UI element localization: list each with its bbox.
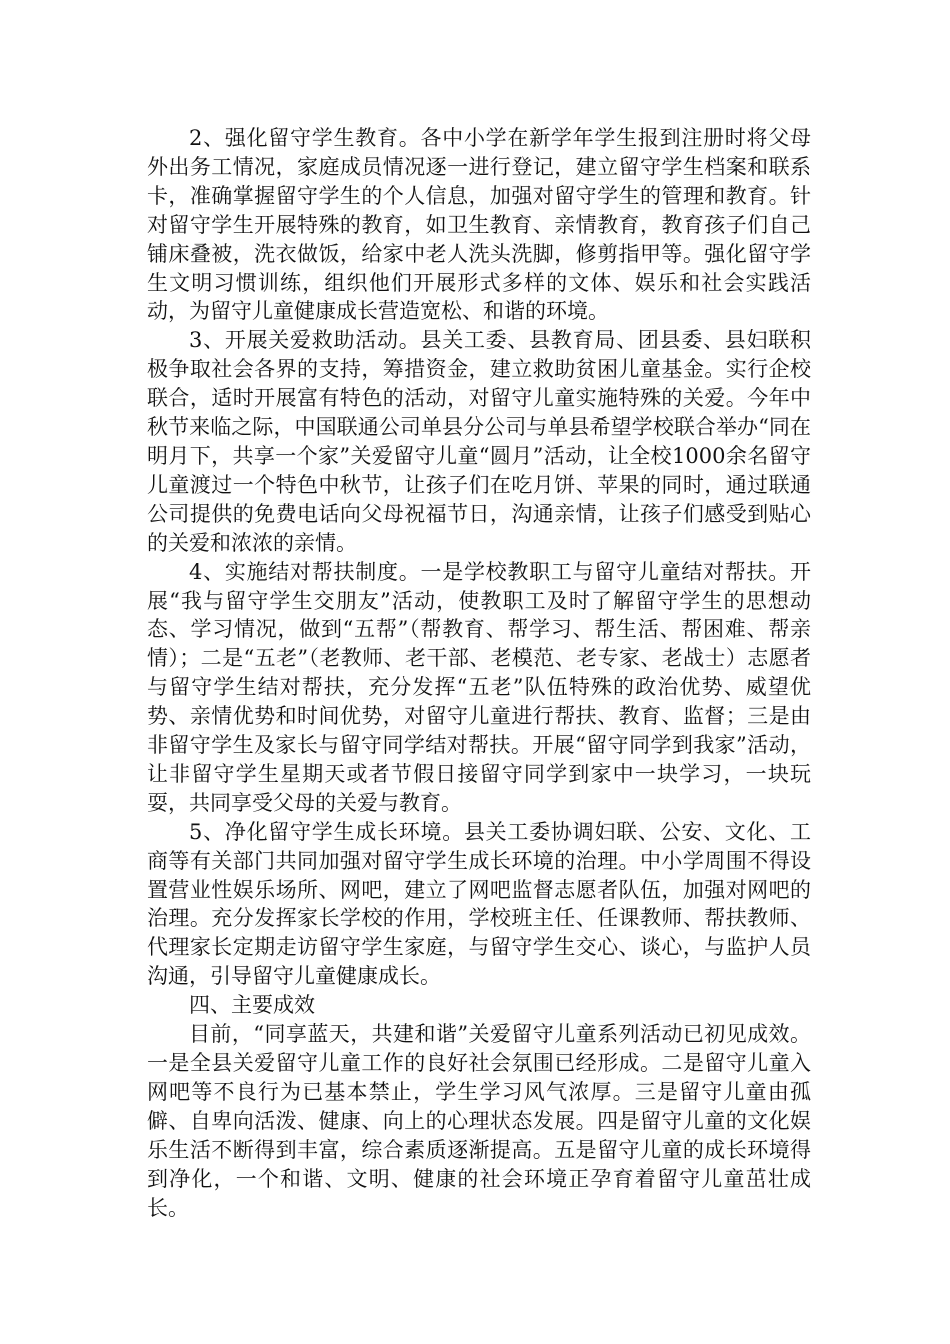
paragraph-purify-environment: 5、净化留守学生成长环境。县关工委协调妇联、公安、文化、工商等有关部门共同加强对留守学生成长环境的治理。中小学周围不得设置营业性娱乐场所、网吧，建立了网吧监督志愿者队伍，加强对网吧的治理。充分发挥家长学校的作用，学校班主任、任课教师、帮扶教师、代理家长定期走访留守学生家庭，与留守学生交心、谈心，与监护人员沟通，引导留守儿童健康成长。 [147,819,811,989]
paragraph-results-summary: 目前，“同享蓝天，共建和谐”关爱留守儿童系列活动已初见成效。一是全县关爱留守儿童工作的良好社会氛围已经形成。二是留守儿童入网吧等不良行为已基本禁止，学生学习风气浓厚。三是留守儿童由孤僻、自卑向活泼、健康、向上的心理状态发展。四是留守儿童的文化娱乐生活不断得到丰富，综合素质逐渐提高。五是留守儿童的成长环境得到净化，一个和谐、文明、健康的社会环境正孕育着留守儿童茁壮成长。 [147,1022,811,1220]
paragraph-care-assistance: 3、开展关爱救助活动。县关工委、县教育局、团县委、县妇联积极争取社会各界的支持，筹措资金，建立救助贫困儿童基金。实行企校联合，适时开展富有特色的活动，对留守儿童实施特殊的关爱。今年中秋节来临之际，中国联通公司单县分公司与单县希望学校联合举办“同在明月下，共享一个家”关爱留守儿童“圆月”活动，让全校1000余名留守儿童渡过一个特色中秋节，让孩子们在吃月饼、苹果的同时，通过联通公司提供的免费电话向父母祝福节日，沟通亲情，让孩子们感受到贴心的关爱和浓浓的亲情。 [147,328,811,555]
section-heading-main-results: 四、主要成效 [189,993,315,1018]
paragraph-pairing-support: 4、实施结对帮扶制度。一是学校教职工与留守儿童结对帮扶。开展“我与留守学生交朋友”活动，使教职工及时了解留守学生的思想动态、学习情况，做到“五帮”（帮教育、帮学习、帮生活、帮困难、帮亲情）；二是“五老”（老教师、老干部、老模范、老专家、老战士）志愿者与留守学生结对帮扶，充分发挥“五老”队伍特殊的政治优势、威望优势、亲情优势和时间优势，对留守儿童进行帮扶、教育、监督；三是由非留守学生及家长与留守同学结对帮扶。开展“留守同学到我家”活动，让非留守学生星期天或者节假日接留守同学到家中一块学习，一块玩耍，共同享受父母的关爱与教育。 [147,559,811,815]
paragraph-strengthen-education: 2、强化留守学生教育。各中小学在新学年学生报到注册时将父母外出务工情况，家庭成员情况逐一进行登记，建立留守学生档案和联系卡，准确掌握留守学生的个人信息，加强对留守学生的管理和教育。针对留守学生开展特殊的教育，如卫生教育、亲情教育，教育孩子们自己铺床叠被，洗衣做饭，给家中老人洗头洗脚，修剪指甲等。强化留守学生文明习惯训练，组织他们开展形式多样的文体、娱乐和社会实践活动，为留守儿童健康成长营造宽松、和谐的环境。 [147,126,811,324]
document-body [147,124,811,1222]
